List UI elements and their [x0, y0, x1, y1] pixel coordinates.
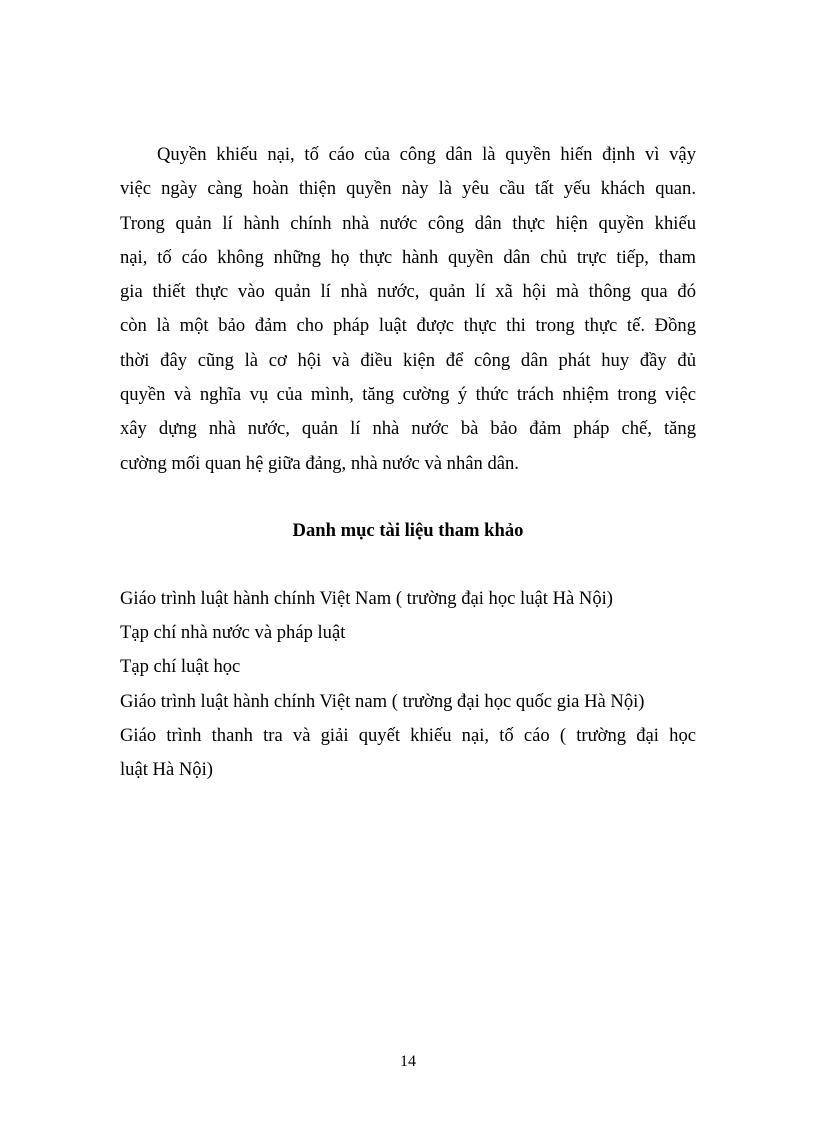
- paragraph-line: gia thiết thực vào quản lí nhà nước, quản lí xã hội mà thông qua đó: [120, 281, 696, 303]
- paragraph-line: xây dựng nhà nước, quản lí nhà nước bà bảo đảm pháp chế, tăng: [120, 418, 696, 440]
- paragraph-line: nại, tố cáo không những họ thực hành quyền dân chủ trực tiếp, tham: [120, 246, 696, 268]
- paragraph-line: việc ngày càng hoàn thiện quyền này là yêu cầu tất yếu khách quan.: [120, 178, 696, 200]
- paragraph-line: Quyền khiếu nại, tố cáo của công dân là quyền hiến định vì vậy: [157, 144, 696, 165]
- paragraph-line: cường mối quan hệ giữa đảng, nhà nước và nhân dân.: [120, 452, 519, 474]
- references-heading: Danh mục tài liệu tham khảo: [292, 520, 524, 541]
- reference-item: Giáo trình luật hành chính Việt nam ( trường đại học quốc gia Hà Nội): [120, 690, 645, 712]
- reference-item: Giáo trình thanh tra và giải quyết khiếu nại, tố cáo ( trường đại học: [120, 724, 696, 746]
- reference-item: Tạp chí luật học: [120, 656, 241, 678]
- reference-item: Tạp chí nhà nước và pháp luật: [120, 622, 346, 644]
- reference-item: luật Hà Nội): [120, 759, 213, 781]
- page-number: 14: [400, 1053, 416, 1070]
- paragraph-line: thời đây cũng là cơ hội và điều kiện để công dân phát huy đầy đủ: [120, 349, 696, 371]
- paragraph-line: Trong quản lí hành chính nhà nước công dân thực hiện quyền khiếu: [120, 212, 696, 234]
- paragraph-line: còn là một bảo đảm cho pháp luật được thực thi trong thực tế. Đồng: [120, 315, 696, 337]
- paragraph-line: quyền và nghĩa vụ của mình, tăng cường ý thức trách nhiệm trong việc: [120, 384, 696, 406]
- references-list: [120, 582, 696, 787]
- conclusion-paragraph: [120, 138, 696, 481]
- reference-item: Giáo trình luật hành chính Việt Nam ( trường đại học luật Hà Nội): [120, 588, 613, 609]
